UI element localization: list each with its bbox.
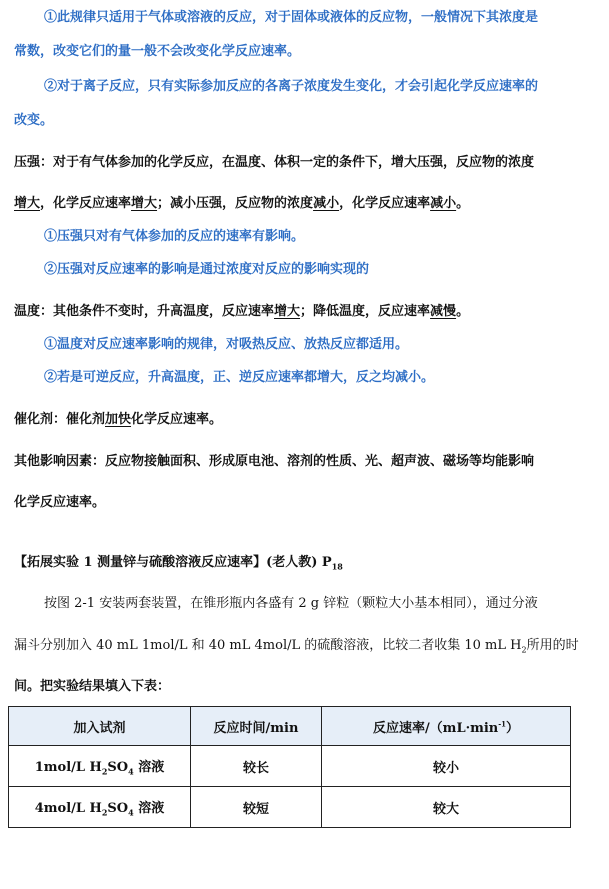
concentration-note-2-line-1: ②对于离子反应，只有实际参加反应的各离子浓度发生变化，才会引起化学反应速率的 [44,79,539,94]
temperature-note-2: ②若是可逆反应，升高温度，正、逆反应速率都增大，反之均减小。 [44,370,435,385]
temperature-text-3: 。 [456,304,470,319]
table-row [9,787,571,828]
experiment-page-ref: 18 [331,561,343,572]
row1-reagent [9,746,191,787]
result-table [8,706,571,828]
experiment-para-text-2: 所用的时 [526,638,579,653]
temperature-text-1: 温度：其他条件不变时，升高温度，反应速率 [14,304,275,319]
header-reaction-time: 反应时间/min [191,707,322,746]
row2-reagent-sub2: 4 [128,807,134,818]
row2-rate: 较大 [322,787,571,828]
row2-reagent-a: 4mol/L H [34,800,102,816]
pressure-note-2: ②压强对反应速率的影响是通过浓度对反应的影响实现的 [44,262,370,277]
other-factors-line-1: 其他影响因素：反应物接触面积、形成原电池、溶剂的性质、光、超声波、磁场等均能影响 [14,454,535,469]
row1-reagent-sub1: 2 [101,766,108,777]
row2-reagent [9,787,191,828]
row2-time: 较短 [191,787,322,828]
row2-reagent-b: SO [107,800,129,816]
catalyst-text-2: 化学反应速率。 [131,412,223,427]
header-reagent: 加入试剂 [9,707,191,746]
temperature-blank-2: 减慢 [430,304,457,319]
pressure-line-2 [14,196,469,212]
row1-time: 较长 [191,746,322,787]
concentration-note-1-line-2: 常数，改变它们的量一般不会改变化学反应速率。 [14,44,301,59]
row1-rate: 较小 [322,746,571,787]
experiment-para-text-1: 漏斗分别加入 40 mL 1mol/L 和 40 mL 4mol/L 的硫酸溶液，比较二者收集 10 mL H [14,638,522,653]
other-factors-line-2: 化学反应速率。 [14,495,106,510]
pressure-note-1: ①压强只对有气体参加的反应的速率有影响。 [44,229,305,244]
header-reaction-rate [322,707,571,746]
pressure-blank-4: 减小 [430,196,457,211]
concentration-note-2-line-2: 改变。 [14,113,54,128]
row2-reagent-sub1: 2 [101,807,108,818]
experiment-para-line-1: 按图 2-1 安装两套装置，在锥形瓶内各盛有 2 g 锌粒（颗粒大小基本相同），通过分液 [44,596,538,611]
experiment-para-line-3: 间。把实验结果填入下表： [14,679,171,694]
pressure-line-1: 压强：对于有气体参加的化学反应，在温度、体积一定的条件下，增大压强，反应物的浓度 [14,155,535,170]
header-rate-sup: -1 [498,719,507,729]
table-row [9,746,571,787]
pressure-blank-3: 减小 [313,196,340,211]
concentration-note-1-line-1: ①此规律只适用于气体或溶液的反应，对于固体或液体的反应物，一般情况下其浓度是 [44,10,539,25]
row1-reagent-b: SO [107,759,129,775]
pressure-text-1: ，化学反应速率 [40,196,132,211]
table-header-row [9,707,571,746]
header-rate-text: 反应速率/（mL·min [372,720,499,736]
temperature-line [14,304,469,320]
catalyst-text-1: 催化剂：催化剂 [14,412,106,427]
experiment-title [14,555,343,575]
experiment-para-line-2 [14,638,579,659]
row1-reagent-sub2: 4 [128,766,134,777]
temperature-blank-1: 增大 [274,304,301,319]
pressure-text-4: 。 [456,196,470,211]
temperature-text-2: ；降低温度，反应速率 [300,304,431,319]
row1-reagent-a: 1mol/L H [34,759,102,775]
catalyst-blank: 加快 [105,412,132,427]
pressure-text-2: ；减小压强，反应物的浓度 [157,196,314,211]
catalyst-line [14,412,222,428]
header-rate-close: ） [506,720,520,736]
pressure-blank-1: 增大 [14,196,41,211]
row2-reagent-c: 溶液 [133,800,165,816]
row1-reagent-c: 溶液 [133,759,165,775]
pressure-blank-2: 增大 [131,196,158,211]
pressure-text-3: ，化学反应速率 [339,196,431,211]
temperature-note-1: ①温度对反应速率影响的规律，对吸热反应、放热反应都适用。 [44,337,409,352]
experiment-para-sub: 2 [521,645,527,655]
experiment-title-text: 【拓展实验 1 测量锌与硫酸溶液反应速率】(老人教) P [14,555,332,570]
